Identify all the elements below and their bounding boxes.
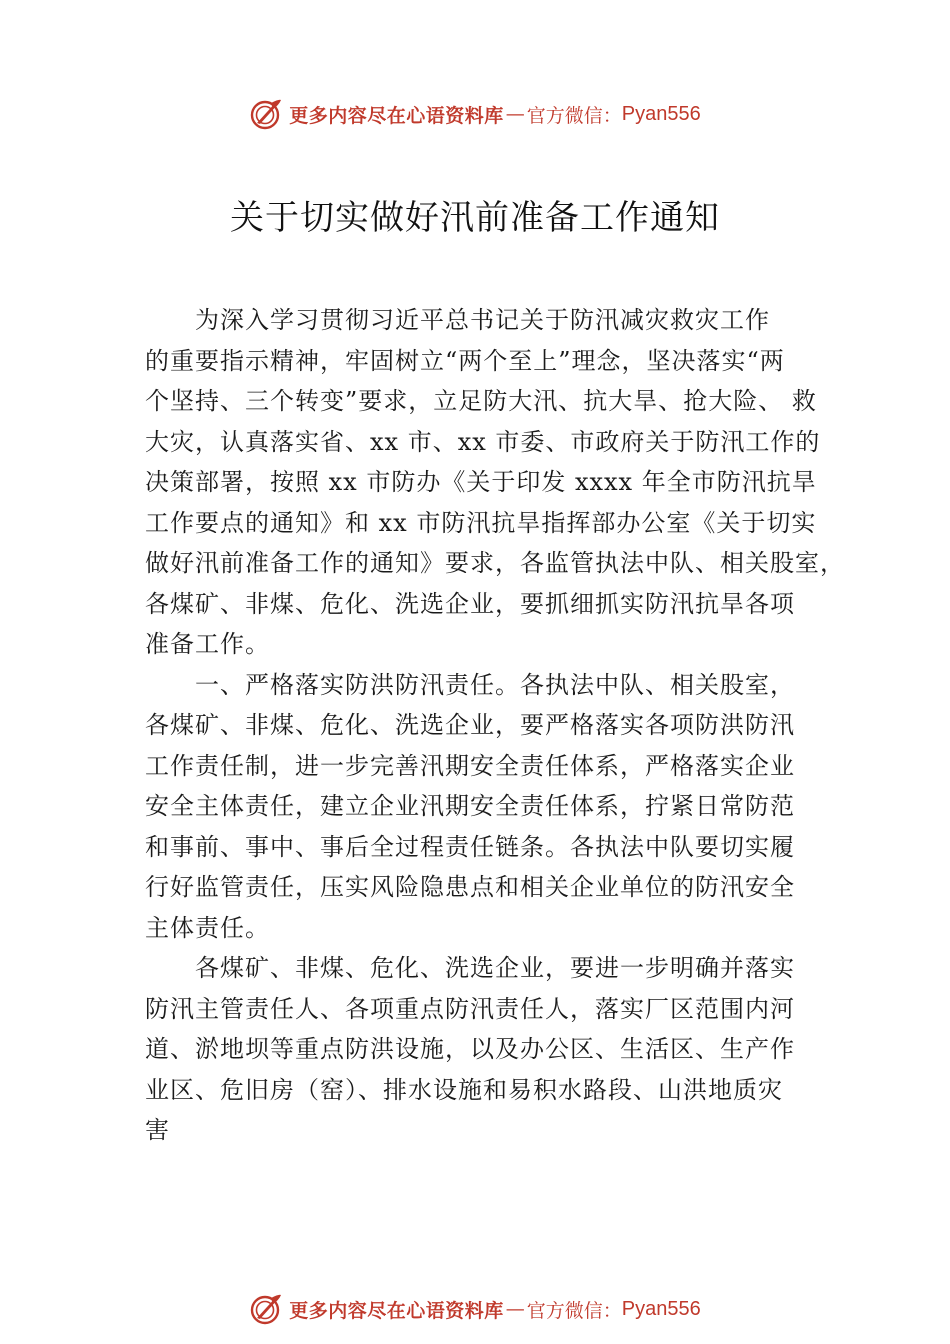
body-line: 业区、危旧房（窑）、排水设施和易积水路段、山洪地质灾 bbox=[145, 1075, 783, 1104]
body-line: 准备工作。 bbox=[145, 630, 270, 658]
body-line: 各煤矿、非煤、危化、洗选企业，要严格落实各项防洪防汛 bbox=[145, 711, 795, 739]
body-line: 做好汛前准备工作的通知》要求，各监管执法中队、相关股室， bbox=[145, 549, 845, 577]
header-banner bbox=[0, 94, 950, 134]
body-line: 各煤矿、非煤、危化、洗选企业，要进一步明确并落实 bbox=[195, 954, 795, 982]
body-line: 安全主体责任，建立企业汛期安全责任体系，拧紧日常防范 bbox=[145, 792, 795, 820]
banner-wechat-label: 官方微信： bbox=[526, 104, 622, 127]
body-line: 个坚持、三个转变”要求，立足防大汛、抗大旱、抢大险、 救 bbox=[145, 387, 817, 415]
banner-wechat-id: Pyan556 bbox=[621, 1297, 701, 1320]
body-line: 各煤矿、非煤、危化、洗选企业，要抓细抓实防汛抗旱各项 bbox=[145, 589, 795, 618]
document-title: 关于切实做好汛前准备工作通知 bbox=[230, 198, 720, 238]
banner-main-text: 更多内容尽在心语资料库 bbox=[289, 1299, 504, 1322]
banner-separator: — bbox=[505, 103, 525, 125]
banner-separator: — bbox=[505, 1298, 525, 1320]
body-line: 大灾，认真落实省、xx 市、xx 市委、市政府关于防汛工作的 bbox=[145, 427, 821, 456]
body-line: 工作要点的通知》和 xx 市防汛抗旱指挥部办公室《关于切实 bbox=[145, 508, 817, 537]
quill-seal-icon bbox=[249, 97, 283, 131]
body-line: 道、淤地坝等重点防洪设施，以及办公区、生活区、生产作 bbox=[145, 1035, 795, 1063]
banner-main-text: 更多内容尽在心语资料库 bbox=[289, 104, 504, 127]
body-line: 工作责任制，进一步完善汛期安全责任体系，严格落实企业 bbox=[145, 751, 795, 780]
footer-banner bbox=[0, 1289, 950, 1329]
body-line: 和事前、事中、事后全过程责任链条。各执法中队要切实履 bbox=[145, 832, 795, 861]
body-line: 害 bbox=[145, 1116, 170, 1144]
banner-wechat-id: Pyan556 bbox=[621, 102, 701, 125]
body-line: 一、严格落实防洪防汛责任。各执法中队、相关股室， bbox=[195, 670, 795, 699]
body-line: 主体责任。 bbox=[145, 913, 270, 942]
document-body bbox=[145, 300, 845, 1151]
banner-wechat-label: 官方微信： bbox=[526, 1299, 622, 1322]
body-line: 的重要指示精神，牢固树立“两个至上”理念，坚决落实“两 bbox=[145, 346, 785, 375]
body-line: 决策部署，按照 xx 市防办《关于印发 xxxx 年全市防汛抗旱 bbox=[145, 468, 817, 496]
quill-seal-icon bbox=[249, 1292, 283, 1326]
body-line: 为深入学习贯彻习近平总书记关于防汛减灾救灾工作 bbox=[195, 306, 770, 334]
body-line: 行好监管责任，压实风险隐患点和相关企业单位的防汛安全 bbox=[145, 873, 795, 901]
body-line: 防汛主管责任人、各项重点防汛责任人，落实厂区范围内河 bbox=[145, 994, 795, 1023]
